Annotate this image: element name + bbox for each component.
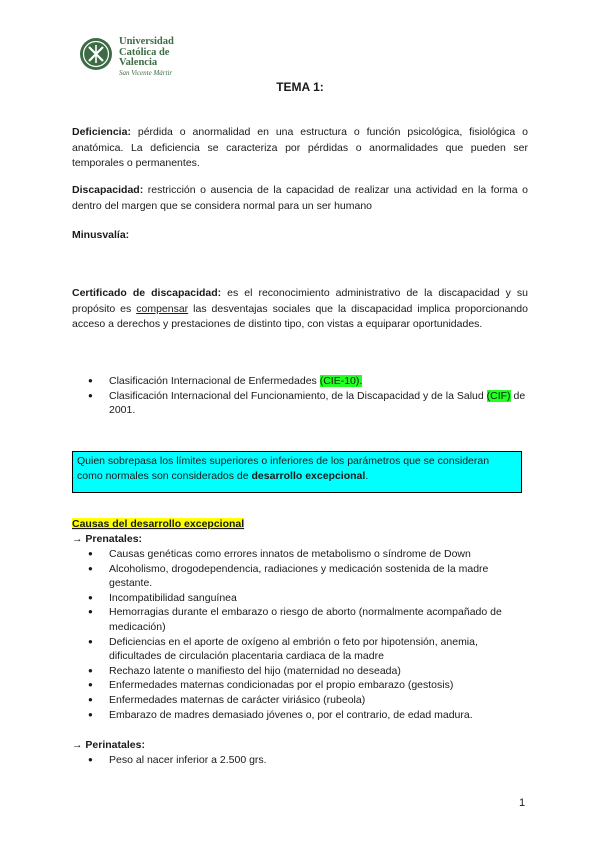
causas-heading: Causas del desarrollo excepcional: [72, 518, 245, 530]
logo-line-4: San Vicente Mártir: [119, 68, 173, 77]
perinatales-list: [88, 753, 528, 768]
definition-text: es el reconocimiento administrativo de la discapacidad y su propósito es: [72, 287, 528, 315]
highlight: (CIF): [486, 389, 511, 402]
definition-minusvalia: [72, 228, 528, 244]
underlined-word: compensar: [136, 302, 189, 315]
prenatales-heading: → Prenatales:: [72, 533, 143, 545]
term-deficiencia: Deficiencia:: [72, 126, 131, 138]
definition-discapacidad: [72, 183, 528, 214]
logo-text: [119, 37, 174, 78]
list-item: ● Enfermedades maternas condicionadas por el propio embarazo (gestosis): [88, 678, 528, 693]
definition-text: las desventajas sociales que la discapacidad implica proporcionando acceso a derechos y prestaciones de distinto tipo, con vistas a equiparar oportunidades.: [72, 302, 528, 330]
callout-text: Quien sobrepasa los límites superiores o inferiores de los parámetros que se consideran como normales son considerados de: [77, 455, 490, 482]
term-discapacidad: Discapacidad:: [72, 184, 144, 196]
logo-line-1: Universidad: [119, 36, 174, 47]
term-minusvalia: Minusvalía:: [72, 229, 130, 241]
list-item: ● Incompatibilidad sanguínea: [88, 591, 528, 606]
highlight: (CIE-10).: [319, 375, 363, 387]
university-seal-icon: [78, 36, 114, 72]
list-item: ● Rechazo latente o manifiesto del hijo (maternidad no deseada): [88, 664, 528, 679]
page-number: 1: [519, 797, 526, 809]
prenatales-list: [88, 547, 528, 722]
definition-deficiencia: [72, 125, 528, 172]
list-item: ● Clasificación Internacional de Enfermedades (CIE-10).: [88, 374, 528, 389]
list-item: ● Alcoholismo, drogodependencia, radiaciones y medicación sostenida de la madre gestante.: [88, 562, 528, 591]
list-item: ● Causas genéticas como errores innatos de metabolismo o síndrome de Down: [88, 547, 528, 562]
list-item: ● Enfermedades maternas de carácter viriásico (rubeola): [88, 693, 528, 708]
classification-list: [88, 374, 528, 418]
list-item: ● Clasificación Internacional del Funcionamiento, de la Discapacidad y de la Salud (CIF) de 2001.: [88, 389, 528, 418]
list-item: ● Deficiencias en el aporte de oxígeno al embrión o feto por hipotensión, anemia, dificultades de circulación placentaria cardiaca de la madre: [88, 635, 528, 664]
definition-certificado: [72, 286, 528, 333]
definition-text: restricción o ausencia de la capacidad de realizar una actividad en la forma o dentro del margen que se considera normal para un ser humano: [72, 184, 528, 212]
logo-line-3: Valencia: [119, 57, 158, 68]
callout-box: Quien sobrepasa los límites superiores o inferiores de los parámetros que se consideran como normales son considerados de desarrollo excepcional.: [72, 451, 522, 493]
list-item: ● Hemorragias durante el embarazo o riesgo de aborto (normalmente acompañado de medicación): [88, 605, 528, 634]
definition-text: pérdida o anormalidad en una estructura o función psicológica, fisiológica o anatómica. La deficiencia se caracteriza por pérdidas o anormalidades que pueden ser temporales o permanentes.: [72, 126, 528, 169]
list-item: ● Embarazo de madres demasiado jóvenes o, por el contrario, de edad madura.: [88, 708, 528, 723]
logo-line-2: Católica de: [119, 46, 170, 58]
perinatales-heading: → Perinatales:: [72, 739, 145, 751]
term-certificado: Certificado de discapacidad:: [72, 287, 222, 299]
callout-bold: desarrollo excepcional: [251, 470, 366, 482]
section-heading: [72, 518, 244, 530]
page-title: TEMA 1:: [276, 80, 324, 94]
list-item: ● Peso al nacer inferior a 2.500 grs.: [88, 753, 528, 768]
university-logo: [78, 36, 198, 76]
